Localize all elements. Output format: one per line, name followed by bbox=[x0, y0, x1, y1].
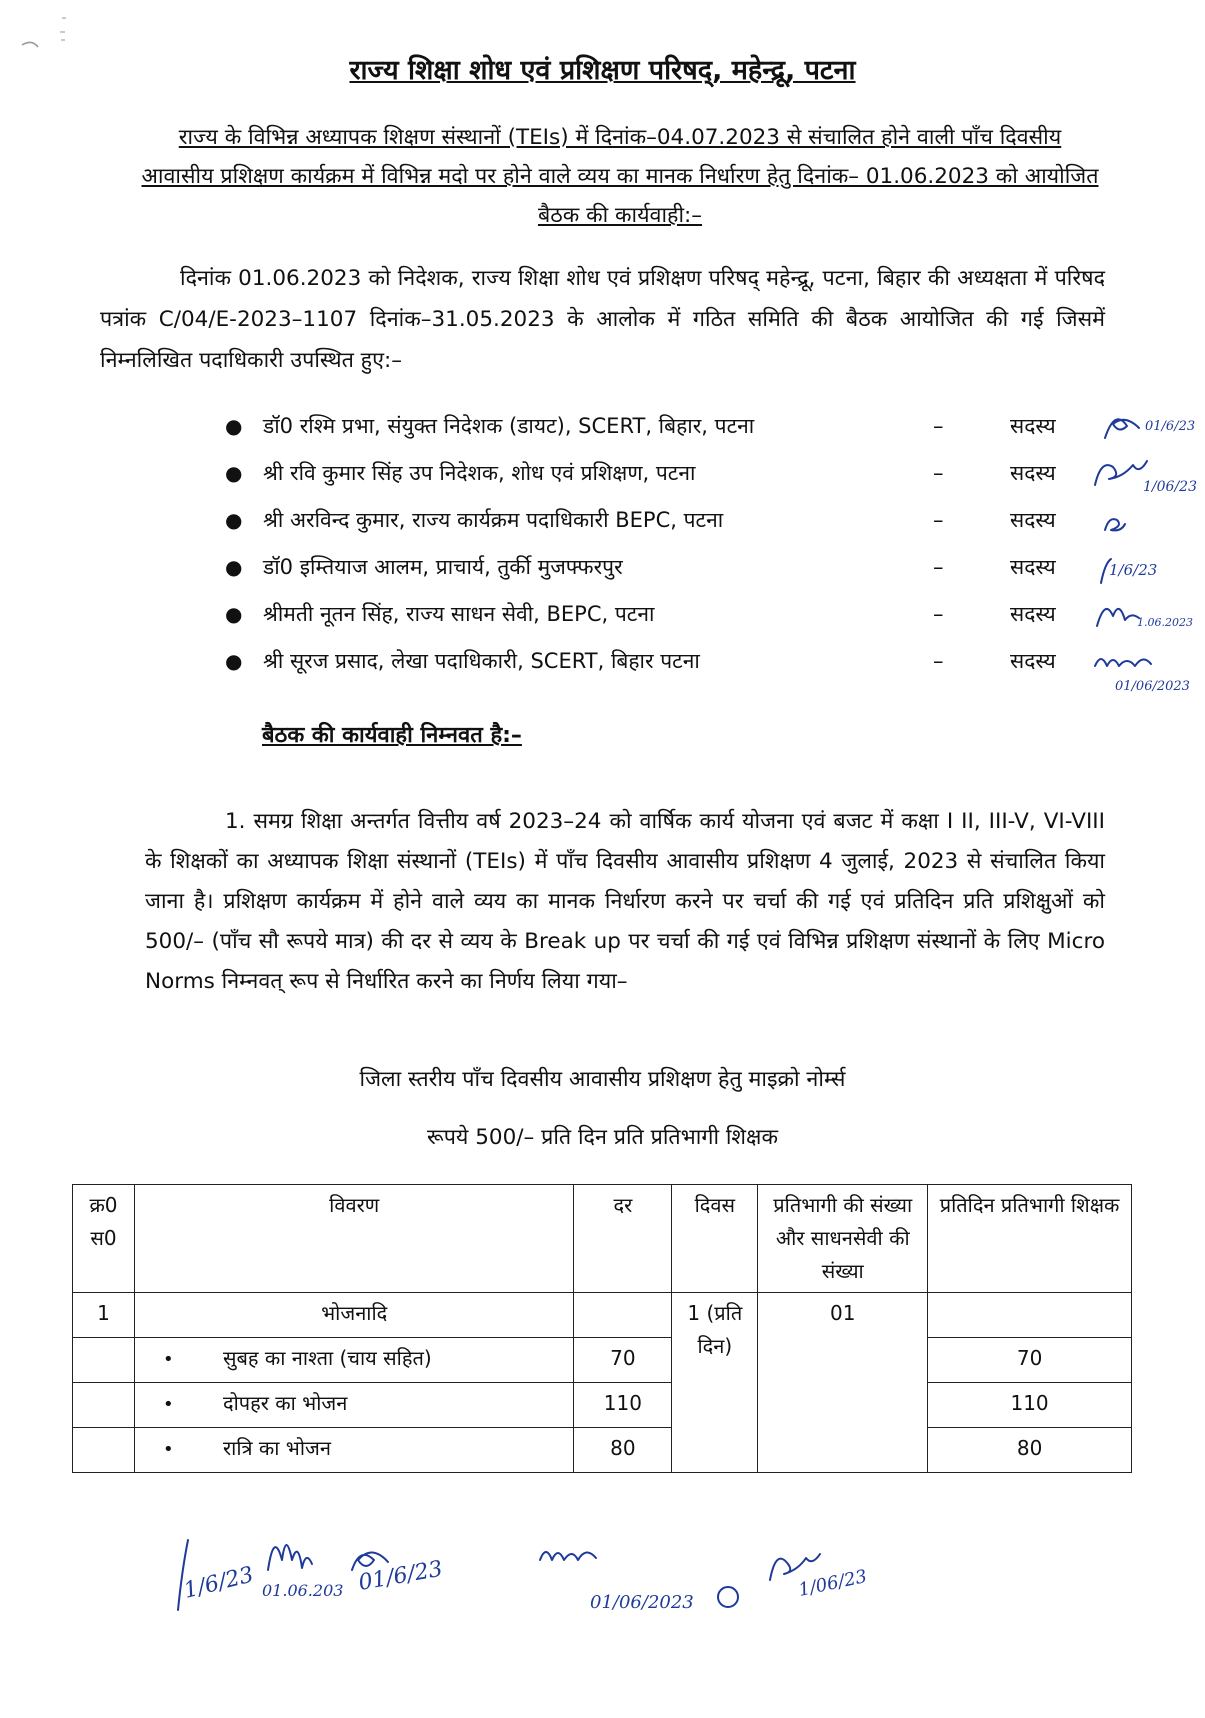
item-label: दोपहर का भोजन bbox=[222, 1391, 348, 1415]
proceedings-heading: बैठक की कार्यवाही निम्नवत है:– bbox=[262, 723, 522, 748]
member-role: सदस्य bbox=[1010, 649, 1056, 673]
member-item bbox=[225, 545, 1205, 592]
cell-description bbox=[134, 1338, 573, 1383]
bullet-icon: • bbox=[162, 1349, 174, 1370]
member-signature bbox=[1085, 549, 1205, 589]
table-row bbox=[73, 1293, 1132, 1338]
bullet-icon: ● bbox=[225, 414, 243, 438]
member-signature bbox=[1085, 643, 1205, 693]
svg-text:01.06.203: 01.06.203 bbox=[262, 1581, 344, 1600]
member-dash: – bbox=[933, 508, 944, 532]
member-item bbox=[225, 498, 1205, 545]
member-role: सदस्य bbox=[1010, 555, 1056, 579]
member-dash: – bbox=[933, 602, 944, 626]
svg-text:1/06/23: 1/06/23 bbox=[796, 1565, 869, 1601]
member-role: सदस्य bbox=[1010, 508, 1056, 532]
member-dash: – bbox=[933, 461, 944, 485]
header-description: विवरण bbox=[134, 1185, 573, 1293]
member-dash: – bbox=[933, 649, 944, 673]
meeting-subject: राज्य के विभिन्न अध्यापक शिक्षण संस्थानों (TEIs) में दिनांक–04.07.2023 से संचालित होने वाली पाँच दिवसीय आवासीय प्रशिक्षण कार्यक्रम में विभिन्न मदो पर होने वाले व्यय का मानक निर्धारण हेतु दिनांक– 01.06.2023 को आयोजित बैठक की कार्यवाही:– bbox=[141, 125, 1099, 228]
member-item bbox=[225, 639, 1205, 693]
cell-participant-count: 01 bbox=[758, 1293, 928, 1473]
item-label: सुबह का नाश्ता (चाय सहित) bbox=[222, 1346, 432, 1370]
header-rate: दर bbox=[574, 1185, 672, 1293]
svg-text:01/06/2023: 01/06/2023 bbox=[590, 1592, 694, 1613]
member-list bbox=[225, 404, 1205, 693]
member-role: सदस्य bbox=[1010, 414, 1056, 438]
svg-text:01/06/2023: 01/06/2023 bbox=[1115, 679, 1190, 693]
table-caption-title: जिला स्तरीय पाँच दिवसीय आवासीय प्रशिक्षण हेतु माइक्रो नोर्म्स bbox=[359, 1067, 846, 1092]
bullet-icon: ● bbox=[225, 602, 243, 626]
member-item bbox=[225, 404, 1205, 451]
header-sno: क्र0 स0 bbox=[73, 1185, 135, 1293]
header-days: दिवस bbox=[672, 1185, 758, 1293]
svg-text:01/6/23: 01/6/23 bbox=[356, 1556, 445, 1596]
bullet-icon: ● bbox=[225, 555, 243, 579]
svg-text:1/6/23: 1/6/23 bbox=[181, 1562, 257, 1604]
cell-rate: 110 bbox=[574, 1383, 672, 1428]
svg-text:1/6/23: 1/6/23 bbox=[1109, 561, 1158, 579]
member-signature bbox=[1085, 596, 1205, 636]
member-signature bbox=[1085, 408, 1205, 448]
table-caption-rate: रूपये 500/– प्रति दिन प्रति प्रतिभागी शिक्षक bbox=[427, 1125, 778, 1150]
member-name: श्री सूरज प्रसाद, लेखा पदाधिकारी, SCERT, बिहार पटना bbox=[263, 649, 700, 673]
member-item bbox=[225, 451, 1205, 498]
member-dash: – bbox=[933, 555, 944, 579]
cell-group-description: भोजनादि bbox=[134, 1293, 573, 1338]
table-row bbox=[73, 1428, 1132, 1473]
svg-text:1.06.2023: 1.06.2023 bbox=[1137, 616, 1193, 629]
cell-rate: 80 bbox=[574, 1428, 672, 1473]
member-name: डॉ0 रश्मि प्रभा, संयुक्त निदेशक (डायट), SCERT, बिहार, पटना bbox=[263, 414, 755, 438]
svg-text:01/6/23: 01/6/23 bbox=[1145, 419, 1196, 434]
member-role: सदस्य bbox=[1010, 461, 1056, 485]
bullet-icon: ● bbox=[225, 649, 243, 673]
footer-signature bbox=[352, 1552, 445, 1595]
member-name: डॉ0 इम्तियाज आलम, प्राचार्य, तुर्की मुजफ्फरपुर bbox=[263, 555, 623, 579]
member-signature bbox=[1085, 502, 1205, 542]
footer-signature bbox=[262, 1545, 343, 1600]
cell-description bbox=[134, 1428, 573, 1473]
cell-sno bbox=[73, 1338, 135, 1383]
intro-paragraph: दिनांक 01.06.2023 को निदेशक, राज्य शिक्षा शोध एवं प्रशिक्षण परिषद् महेन्द्रू, पटना, बिहार की अध्यक्षता में परिषद पत्रांक C/04/E-2023–1107 दिनांक–31.05.2023 के आलोक में गठित समिति की बैठक आयोजित की गई जिसमें निम्नलिखित पदाधिकारी उपस्थित हुए:– bbox=[100, 266, 1105, 373]
micro-norms-table bbox=[72, 1184, 1132, 1473]
footer-signature bbox=[718, 1554, 869, 1607]
cell-sno: 1 bbox=[73, 1293, 135, 1338]
header-per-day: प्रतिदिन प्रतिभागी शिक्षक bbox=[928, 1185, 1132, 1293]
footer-signature bbox=[178, 1540, 256, 1610]
decision-paragraph: 1. समग्र शिक्षा अन्तर्गत वित्तीय वर्ष 2023–24 को वार्षिक कार्य योजना एवं बजट में कक्षा I II, III-V, VI-VIII के शिक्षकों का अध्यापक शिक्षा संस्थानों (TEIs) में पाँच दिवसीय आवासीय प्रशिक्षण 4 जुलाई, 2023 से संचालित किया जाना है। प्रशिक्षण कार्यक्रम में होने वाले व्यय का मानक निर्धारण करने पर चर्चा की गई एवं प्रतिदिन प्रति प्रशिक्षुओं को 500/– (पाँच सौ रूपये मात्र) की दर से व्यय के Break up पर चर्चा की गई एवं विभिन्न प्रशिक्षण संस्थानों के लिए Micro Norms निम्नवत् रूप से निर्धारित करने का निर्णय लिया गया– bbox=[145, 809, 1105, 994]
bullet-icon: • bbox=[162, 1394, 174, 1415]
cell-sno bbox=[73, 1383, 135, 1428]
cell-per-day: 110 bbox=[928, 1383, 1132, 1428]
table-row bbox=[73, 1338, 1132, 1383]
table-row bbox=[73, 1383, 1132, 1428]
member-dash: – bbox=[933, 414, 944, 438]
cell-rate bbox=[574, 1293, 672, 1338]
table-header-row bbox=[73, 1185, 1132, 1293]
member-role: सदस्य bbox=[1010, 602, 1056, 626]
cell-per-day bbox=[928, 1293, 1132, 1338]
bullet-icon: ● bbox=[225, 461, 243, 485]
member-name: श्रीमती नूतन सिंह, राज्य साधन सेवी, BEPC, पटना bbox=[263, 602, 655, 626]
svg-text:1/06/23: 1/06/23 bbox=[1143, 479, 1197, 495]
header-participant-count: प्रतिभागी की संख्या और साधनसेवी की संख्या bbox=[758, 1185, 928, 1293]
cell-rate: 70 bbox=[574, 1338, 672, 1383]
cell-per-day: 70 bbox=[928, 1338, 1132, 1383]
bullet-icon: ● bbox=[225, 508, 243, 532]
cell-sno bbox=[73, 1428, 135, 1473]
member-name: श्री रवि कुमार सिंह उप निदेशक, शोध एवं प्रशिक्षण, पटना bbox=[263, 461, 696, 485]
member-name: श्री अरविन्द कुमार, राज्य कार्यक्रम पदाधिकारी BEPC, पटना bbox=[263, 508, 724, 532]
item-label: रात्रि का भोजन bbox=[222, 1436, 331, 1460]
member-item bbox=[225, 592, 1205, 639]
member-signature bbox=[1085, 455, 1205, 495]
bullet-icon: • bbox=[162, 1439, 174, 1460]
footer-signatures bbox=[0, 1500, 1205, 1680]
footer-signature bbox=[540, 1552, 694, 1613]
cell-description bbox=[134, 1383, 573, 1428]
document-heading: राज्य शिक्षा शोध एवं प्रशिक्षण परिषद्, महेन्द्रू, पटना bbox=[349, 55, 856, 86]
cell-days: 1 (प्रति दिन) bbox=[672, 1293, 758, 1473]
cell-per-day: 80 bbox=[928, 1428, 1132, 1473]
